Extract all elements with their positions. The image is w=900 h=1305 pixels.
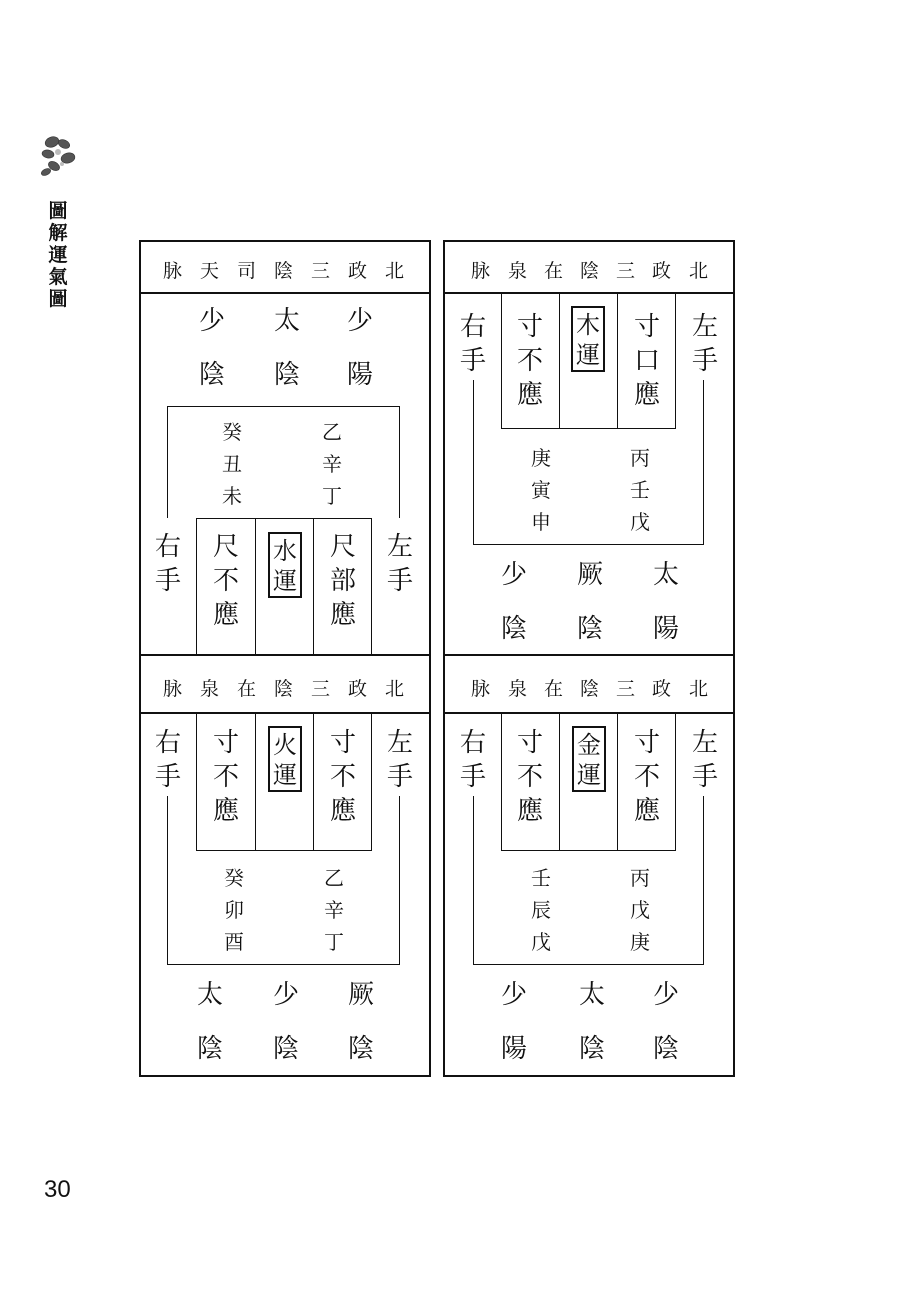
stems-right: 丙 戊 庚 bbox=[630, 866, 650, 954]
stems-left: 庚 寅 申 bbox=[531, 446, 551, 534]
pulse-column-3: 尺 部 應 bbox=[329, 532, 356, 630]
stems-right: 丙 壬 戊 bbox=[630, 446, 650, 534]
stems-left: 癸 卯 酉 bbox=[224, 866, 244, 954]
left-hand-label: 左 手 bbox=[691, 312, 718, 376]
pulse-column-1: 寸 不 應 bbox=[516, 728, 543, 826]
pulse-column-1: 尺 不 應 bbox=[212, 532, 239, 630]
left-hand-label: 左 手 bbox=[386, 728, 413, 792]
panel-top-left: 脉 天 司 陰 三 政 北 少 陰 太 陰 少 陽 癸 丑 未 乙 辛 丁 右 手 尺 不 應 水 運 尺 部 應 左 手 bbox=[139, 240, 431, 656]
left-hand-label: 左 手 bbox=[691, 728, 718, 792]
stems-left: 壬 辰 戊 bbox=[531, 866, 551, 954]
yun-badge: 金 運 bbox=[572, 726, 606, 792]
right-hand-label: 右 手 bbox=[154, 728, 181, 792]
group-label: 厥 陰 bbox=[576, 560, 603, 644]
page-number: 30 bbox=[44, 1176, 71, 1203]
right-hand-label: 右 手 bbox=[154, 532, 181, 596]
group-label: 少 陽 bbox=[500, 980, 527, 1064]
pulse-column-3: 寸 口 應 bbox=[633, 312, 660, 410]
group-label: 厥 陰 bbox=[347, 980, 374, 1064]
right-hand-label: 右 手 bbox=[459, 728, 486, 792]
stems-right: 乙 辛 丁 bbox=[322, 420, 342, 508]
left-hand-label: 左 手 bbox=[386, 532, 413, 596]
pulse-column-1: 寸 不 應 bbox=[516, 312, 543, 410]
book-title: 圖 解 運 氣 圖 bbox=[48, 200, 68, 310]
group-label: 太 陰 bbox=[273, 306, 300, 390]
yun-badge: 火 運 bbox=[268, 726, 302, 792]
group-label: 少 陽 bbox=[346, 306, 373, 390]
group-label: 少 陰 bbox=[500, 560, 527, 644]
group-label: 太 陰 bbox=[578, 980, 605, 1064]
group-label: 少 陰 bbox=[272, 980, 299, 1064]
yun-badge: 木 運 bbox=[571, 306, 605, 372]
flower-ornament-icon bbox=[38, 132, 82, 180]
yun-badge: 水 運 bbox=[268, 532, 302, 598]
panel-top-right: 脉 泉 在 陰 三 政 北 右 手 寸 不 應 木 運 寸 口 應 左 手 庚 寅 申 丙 壬 戊 少 陰 厥 陰 太 陽 bbox=[443, 240, 735, 656]
group-label: 少 陰 bbox=[652, 980, 679, 1064]
panel-bottom-left: 脉 泉 在 陰 三 政 北 右 手 寸 不 應 火 運 寸 不 應 左 手 癸 卯 酉 乙 辛 丁 太 陰 少 陰 厥 陰 bbox=[139, 654, 431, 1077]
pulse-column-3: 寸 不 應 bbox=[633, 728, 660, 826]
pulse-column-3: 寸 不 應 bbox=[329, 728, 356, 826]
group-label: 少 陰 bbox=[198, 306, 225, 390]
right-hand-label: 右 手 bbox=[459, 312, 486, 376]
pulse-column-1: 寸 不 應 bbox=[212, 728, 239, 826]
stems-left: 癸 丑 未 bbox=[222, 420, 242, 508]
group-label: 太 陽 bbox=[652, 560, 679, 644]
stems-right: 乙 辛 丁 bbox=[324, 866, 344, 954]
group-label: 太 陰 bbox=[196, 980, 223, 1064]
panel-bottom-right: 脉 泉 在 陰 三 政 北 右 手 寸 不 應 金 運 寸 不 應 左 手 壬 辰 戊 丙 戊 庚 少 陽 太 陰 少 陰 bbox=[443, 654, 735, 1077]
